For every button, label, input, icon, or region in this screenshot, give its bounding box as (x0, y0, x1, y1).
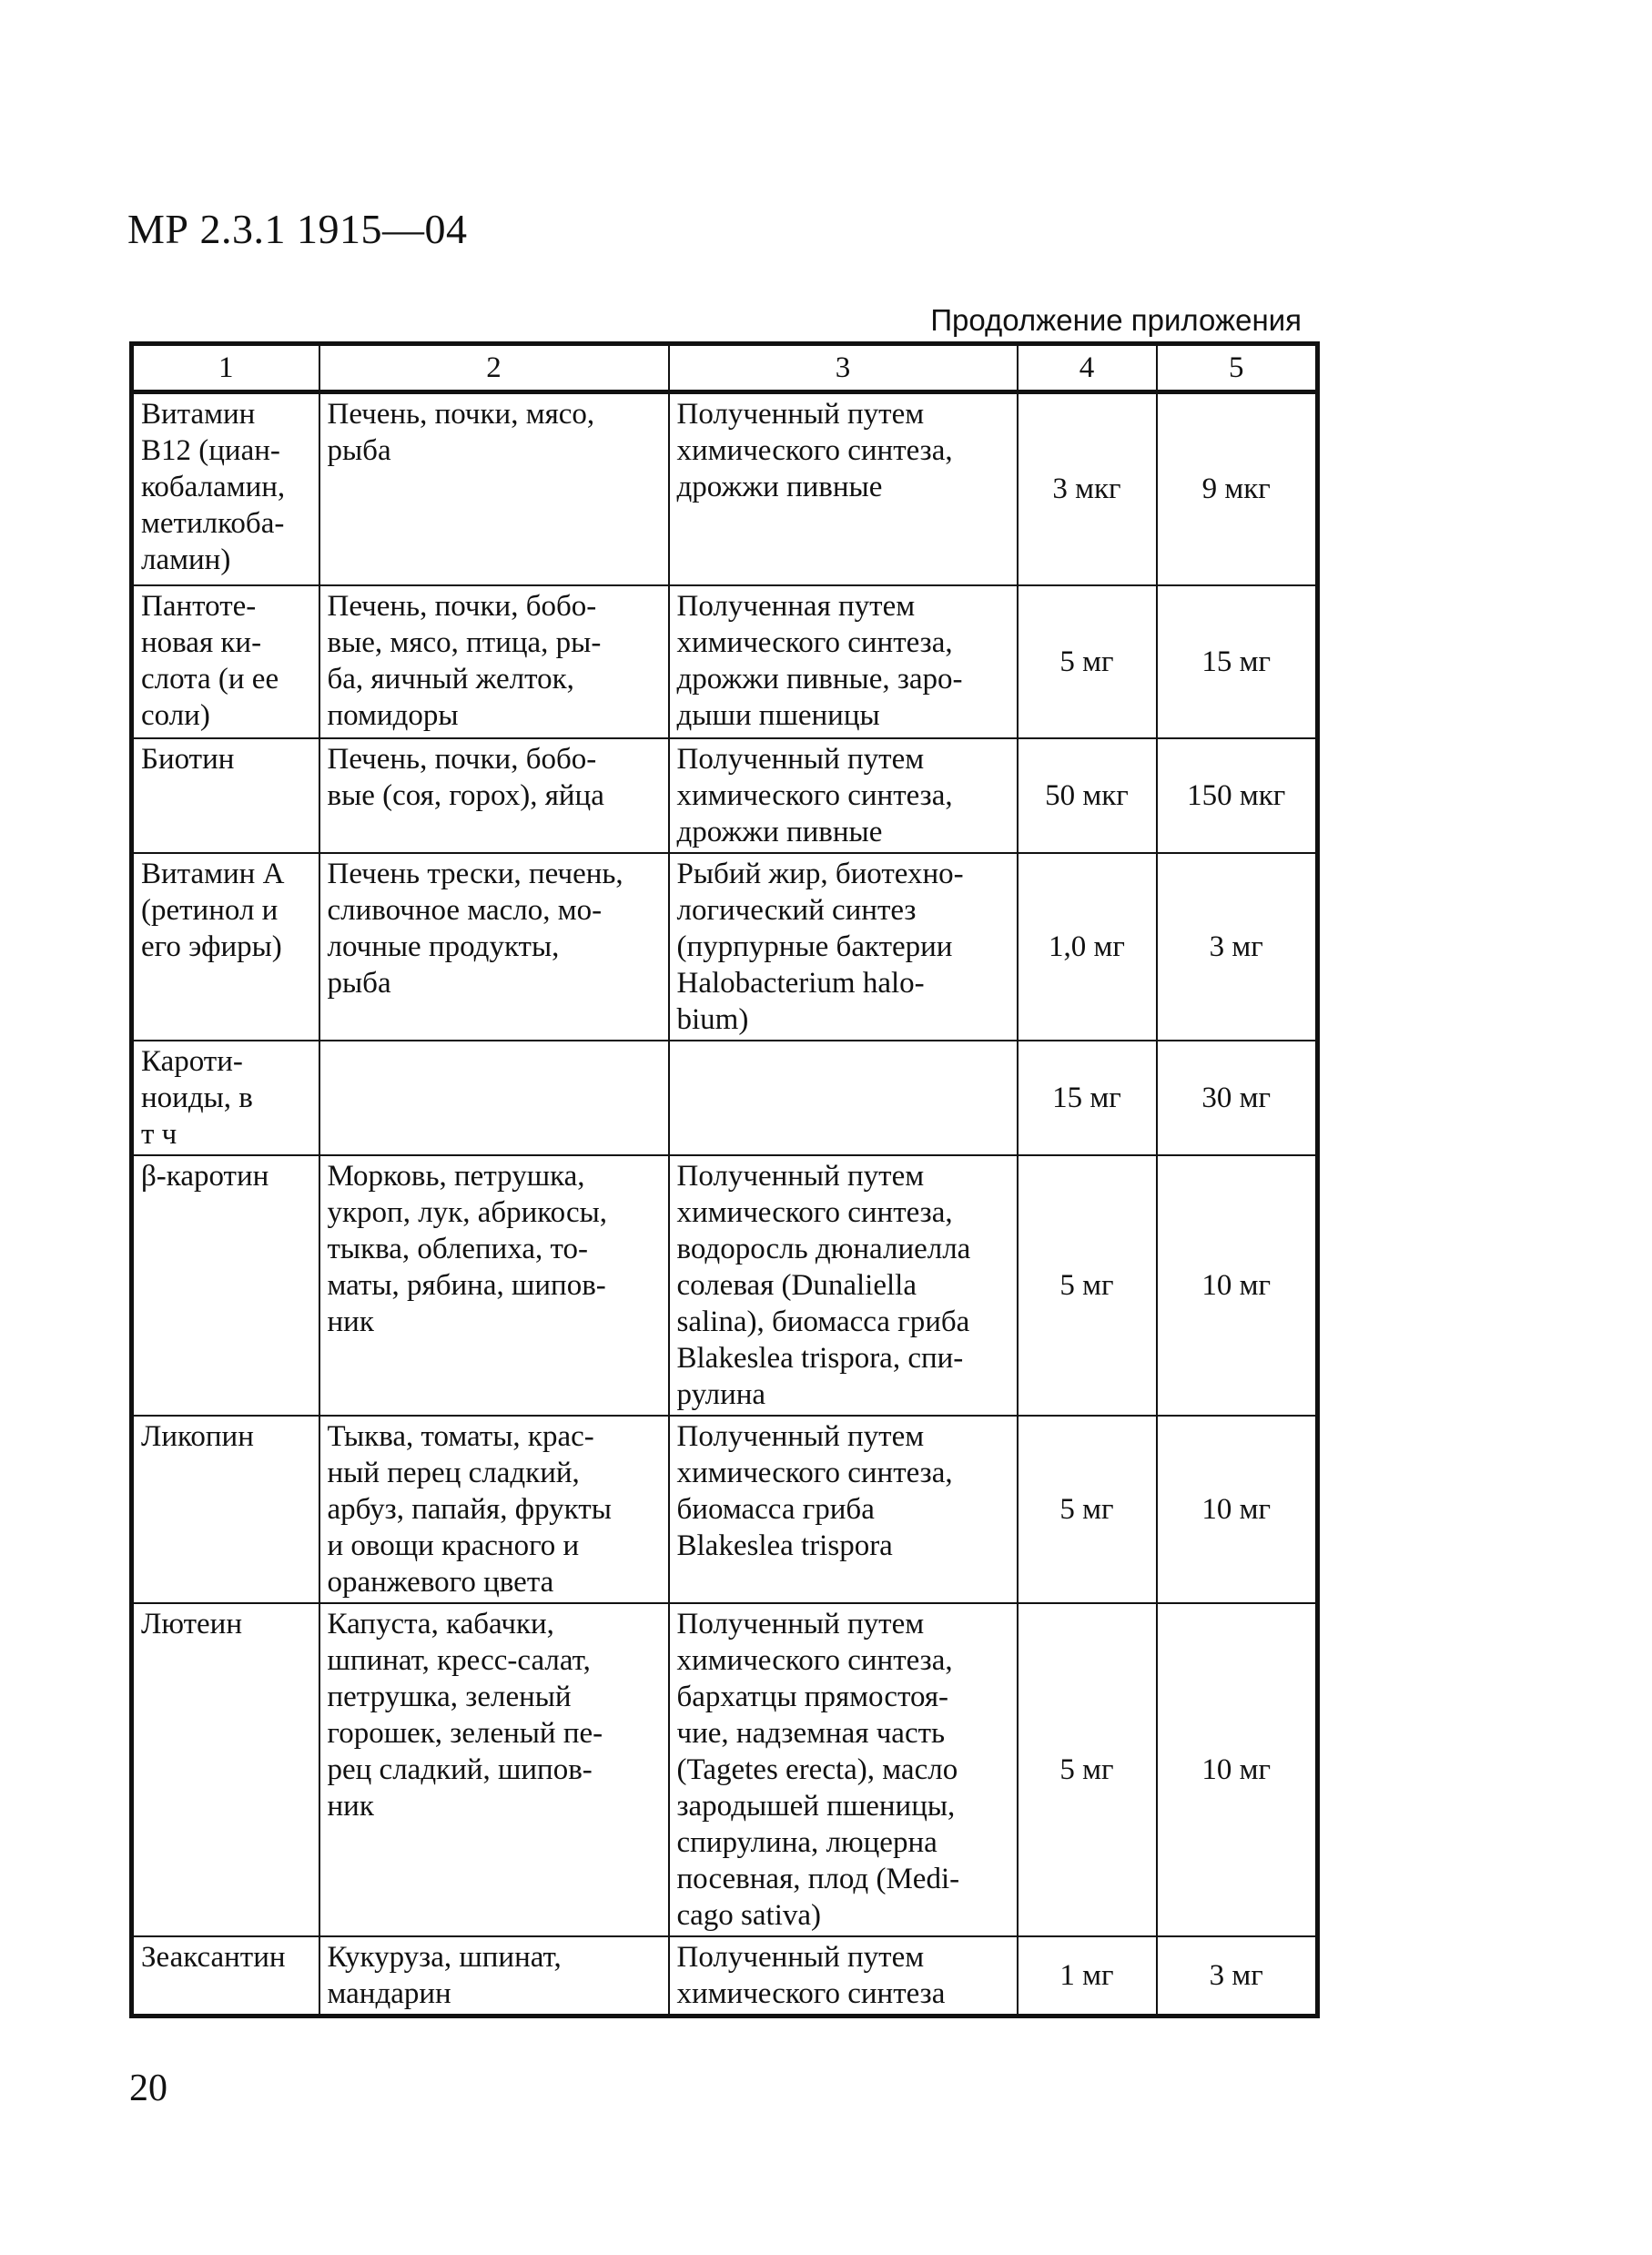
upper-limit-cell: 150 мкг (1157, 738, 1318, 853)
adequate-intake-cell: 15 мг (1018, 1041, 1157, 1155)
substance-name-cell: Пантоте- новая ки- слота (и ее соли) (132, 585, 319, 738)
table-body (132, 392, 1318, 2016)
table-row (132, 585, 1318, 738)
upper-limit-cell: 15 мг (1157, 585, 1318, 738)
production-method-cell: Полученный путем химического синтеза, биомасса гриба Blakeslea trispora (669, 1416, 1018, 1603)
table-row (132, 1936, 1318, 2016)
adequate-intake-cell: 5 мг (1018, 1416, 1157, 1603)
upper-limit-cell: 10 мг (1157, 1603, 1318, 1936)
production-method-cell: Полученный путем химического синтеза, водоросль дюналиелла солевая (Dunaliella salina), биомасса гриба Blakeslea trispora, спи- рулина (669, 1155, 1018, 1416)
adequate-intake-cell: 3 мкг (1018, 392, 1157, 585)
adequate-intake-cell: 5 мг (1018, 1155, 1157, 1416)
adequate-intake-cell: 1,0 мг (1018, 853, 1157, 1041)
column-header-4: 4 (1018, 344, 1157, 392)
substance-name-cell: Лютеин (132, 1603, 319, 1936)
substance-name-cell: β-каротин (132, 1155, 319, 1416)
table-row (132, 1155, 1318, 1416)
production-method-cell: Полученный путем химического синтеза, дрожжи пивные (669, 392, 1018, 585)
table-row (132, 1603, 1318, 1936)
substance-name-cell: Зеаксантин (132, 1936, 319, 2016)
food-sources-cell: Печень, почки, мясо, рыба (319, 392, 669, 585)
food-sources-cell: Кукуруза, шпинат, мандарин (319, 1936, 669, 2016)
food-sources-cell: Морковь, петрушка, укроп, лук, абрикосы, тыква, облепиха, то- маты, рябина, шипов- ник (319, 1155, 669, 1416)
adequate-intake-cell: 5 мг (1018, 1603, 1157, 1936)
substance-name-cell: Витамин В12 (циан- кобаламин, метилкоба- ламин) (132, 392, 319, 585)
upper-limit-cell: 30 мг (1157, 1041, 1318, 1155)
table-row (132, 853, 1318, 1041)
food-sources-cell: Печень, почки, бобо- вые, мясо, птица, ры- ба, яичный желток, помидоры (319, 585, 669, 738)
substance-name-cell: Ликопин (132, 1416, 319, 1603)
substance-name-cell: Кароти- ноиды, в т ч (132, 1041, 319, 1155)
food-sources-cell: Тыква, томаты, крас- ный перец сладкий, арбуз, папайя, фрукты и овощи красного и оранжевого цвета (319, 1416, 669, 1603)
food-sources-cell (319, 1041, 669, 1155)
food-sources-cell: Печень, почки, бобо- вые (соя, горох), яйца (319, 738, 669, 853)
adequate-intake-cell: 5 мг (1018, 585, 1157, 738)
production-method-cell: Полученный путем химического синтеза, бархатцы прямостоя- чие, надземная часть (Tagetes erecta), масло зародышей пшеницы, спирулина, люцерна посевная, плод (Medi- cago sativa) (669, 1603, 1018, 1936)
document-code: МР 2.3.1 1915—04 (127, 206, 468, 252)
upper-limit-cell: 10 мг (1157, 1155, 1318, 1416)
table-row (132, 392, 1318, 585)
adequate-intake-cell: 1 мг (1018, 1936, 1157, 2016)
column-header-3: 3 (669, 344, 1018, 392)
substance-name-cell: Витамин А (ретинол и его эфиры) (132, 853, 319, 1041)
table-row (132, 1416, 1318, 1603)
column-header-5: 5 (1157, 344, 1318, 392)
table-header-row (132, 344, 1318, 392)
food-sources-cell: Печень трески, печень, сливочное масло, мо- лочные продукты, рыба (319, 853, 669, 1041)
production-method-cell: Полученный путем химического синтеза, дрожжи пивные (669, 738, 1018, 853)
production-method-cell (669, 1041, 1018, 1155)
page-number: 20 (129, 2067, 167, 2109)
continuation-label: Продолжение приложения (930, 303, 1302, 337)
table-row (132, 1041, 1318, 1155)
adequate-intake-cell: 50 мкг (1018, 738, 1157, 853)
table-row (132, 738, 1318, 853)
upper-limit-cell: 9 мкг (1157, 392, 1318, 585)
production-method-cell: Рыбий жир, биотехно- логический синтез (пурпурные бактерии Halobacterium halo- bium) (669, 853, 1018, 1041)
vitamin-table (129, 341, 1320, 2018)
production-method-cell: Полученная путем химического синтеза, дрожжи пивные, заро- дыши пшеницы (669, 585, 1018, 738)
upper-limit-cell: 3 мг (1157, 1936, 1318, 2016)
upper-limit-cell: 3 мг (1157, 853, 1318, 1041)
production-method-cell: Полученный путем химического синтеза (669, 1936, 1018, 2016)
substance-name-cell: Биотин (132, 738, 319, 853)
upper-limit-cell: 10 мг (1157, 1416, 1318, 1603)
column-header-1: 1 (132, 344, 319, 392)
column-header-2: 2 (319, 344, 669, 392)
food-sources-cell: Капуста, кабачки, шпинат, кресс-салат, петрушка, зеленый горошек, зеленый пе- рец сладкий, шипов- ник (319, 1603, 669, 1936)
